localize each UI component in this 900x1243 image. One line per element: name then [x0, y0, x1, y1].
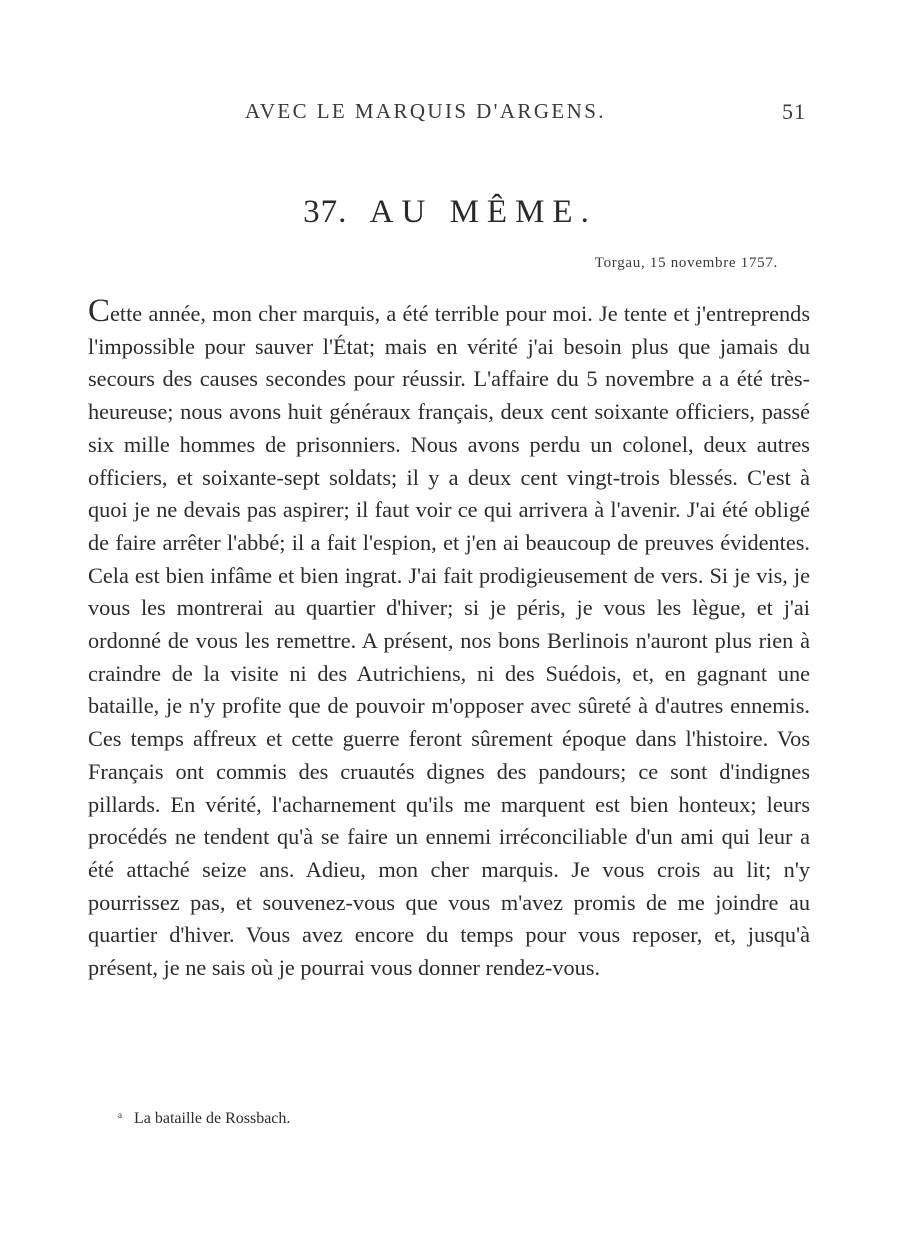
letter-dateline: Torgau, 15 novembre 1757.	[594, 255, 778, 271]
footnote	[118, 1110, 290, 1128]
footnote-marker: a	[118, 1110, 122, 1120]
letter-title	[0, 194, 900, 231]
letter-number: 37.	[303, 194, 348, 230]
letter-body: Cette année, mon cher marquis, a été terrible pour moi. Je tente et j'entreprends l'impossible pour sauver l'État; mais en vérité j'ai besoin plus que jamais du secours des causes secondes pour réussir. L'affaire du 5 novembre a a été très-heureuse; nous avons huit généraux français, deux cent soixante officiers, passé six mille hommes de prisonniers. Nous avons perdu un colonel, deux autres officiers, et soixante-sept soldats; il y a deux cent vingt-trois blessés. C'est à quoi je ne devais pas aspirer; il faut voir ce qui arrivera à l'avenir. J'ai été obligé de faire arrêter l'abbé; il a fait l'espion, et j'en ai beaucoup de preuves évidentes. Cela est bien infâme et bien ingrat. J'ai fait prodigieusement de vers. Si je vis, je vous les montrerai au quartier d'hiver; si je péris, je vous les lègue, et j'ai ordonné de vous les remettre. A présent, nos bons Berlinois n'auront plus rien à craindre de la visite ni des Autrichiens, ni des Suédois, et, en gagnant une bataille, je n'y profite que de pouvoir m'opposer avec sûreté à d'autres ennemis. Ces temps affreux et cette guerre feront sûrement époque dans l'histoire. Vos Français ont commis des cruautés dignes des pandours; ce sont d'indignes pillards. En vérité, l'acharnement qu'ils me marquent est bien honteux; leurs procédés ne tendent qu'à se faire un ennemi irréconciliable d'un ami qui leur a été attaché seize ans. Adieu, mon cher marquis. Je vous crois au lit; n'y pourrissez pas, et souvenez-vous que vous m'avez promis de me joindre au quartier d'hiver. Vous avez encore du temps pour vous reposer, et, jusqu'à présent, je ne sais où je pourrai vous donner rendez-vous.	[88, 293, 810, 981]
letter-heading: AU MÊME.	[369, 194, 597, 230]
page-number: 51	[782, 99, 806, 124]
running-title: AVEC LE MARQUIS D'ARGENS.	[245, 99, 606, 123]
footnote-text: La bataille de Rossbach.	[134, 1110, 291, 1127]
